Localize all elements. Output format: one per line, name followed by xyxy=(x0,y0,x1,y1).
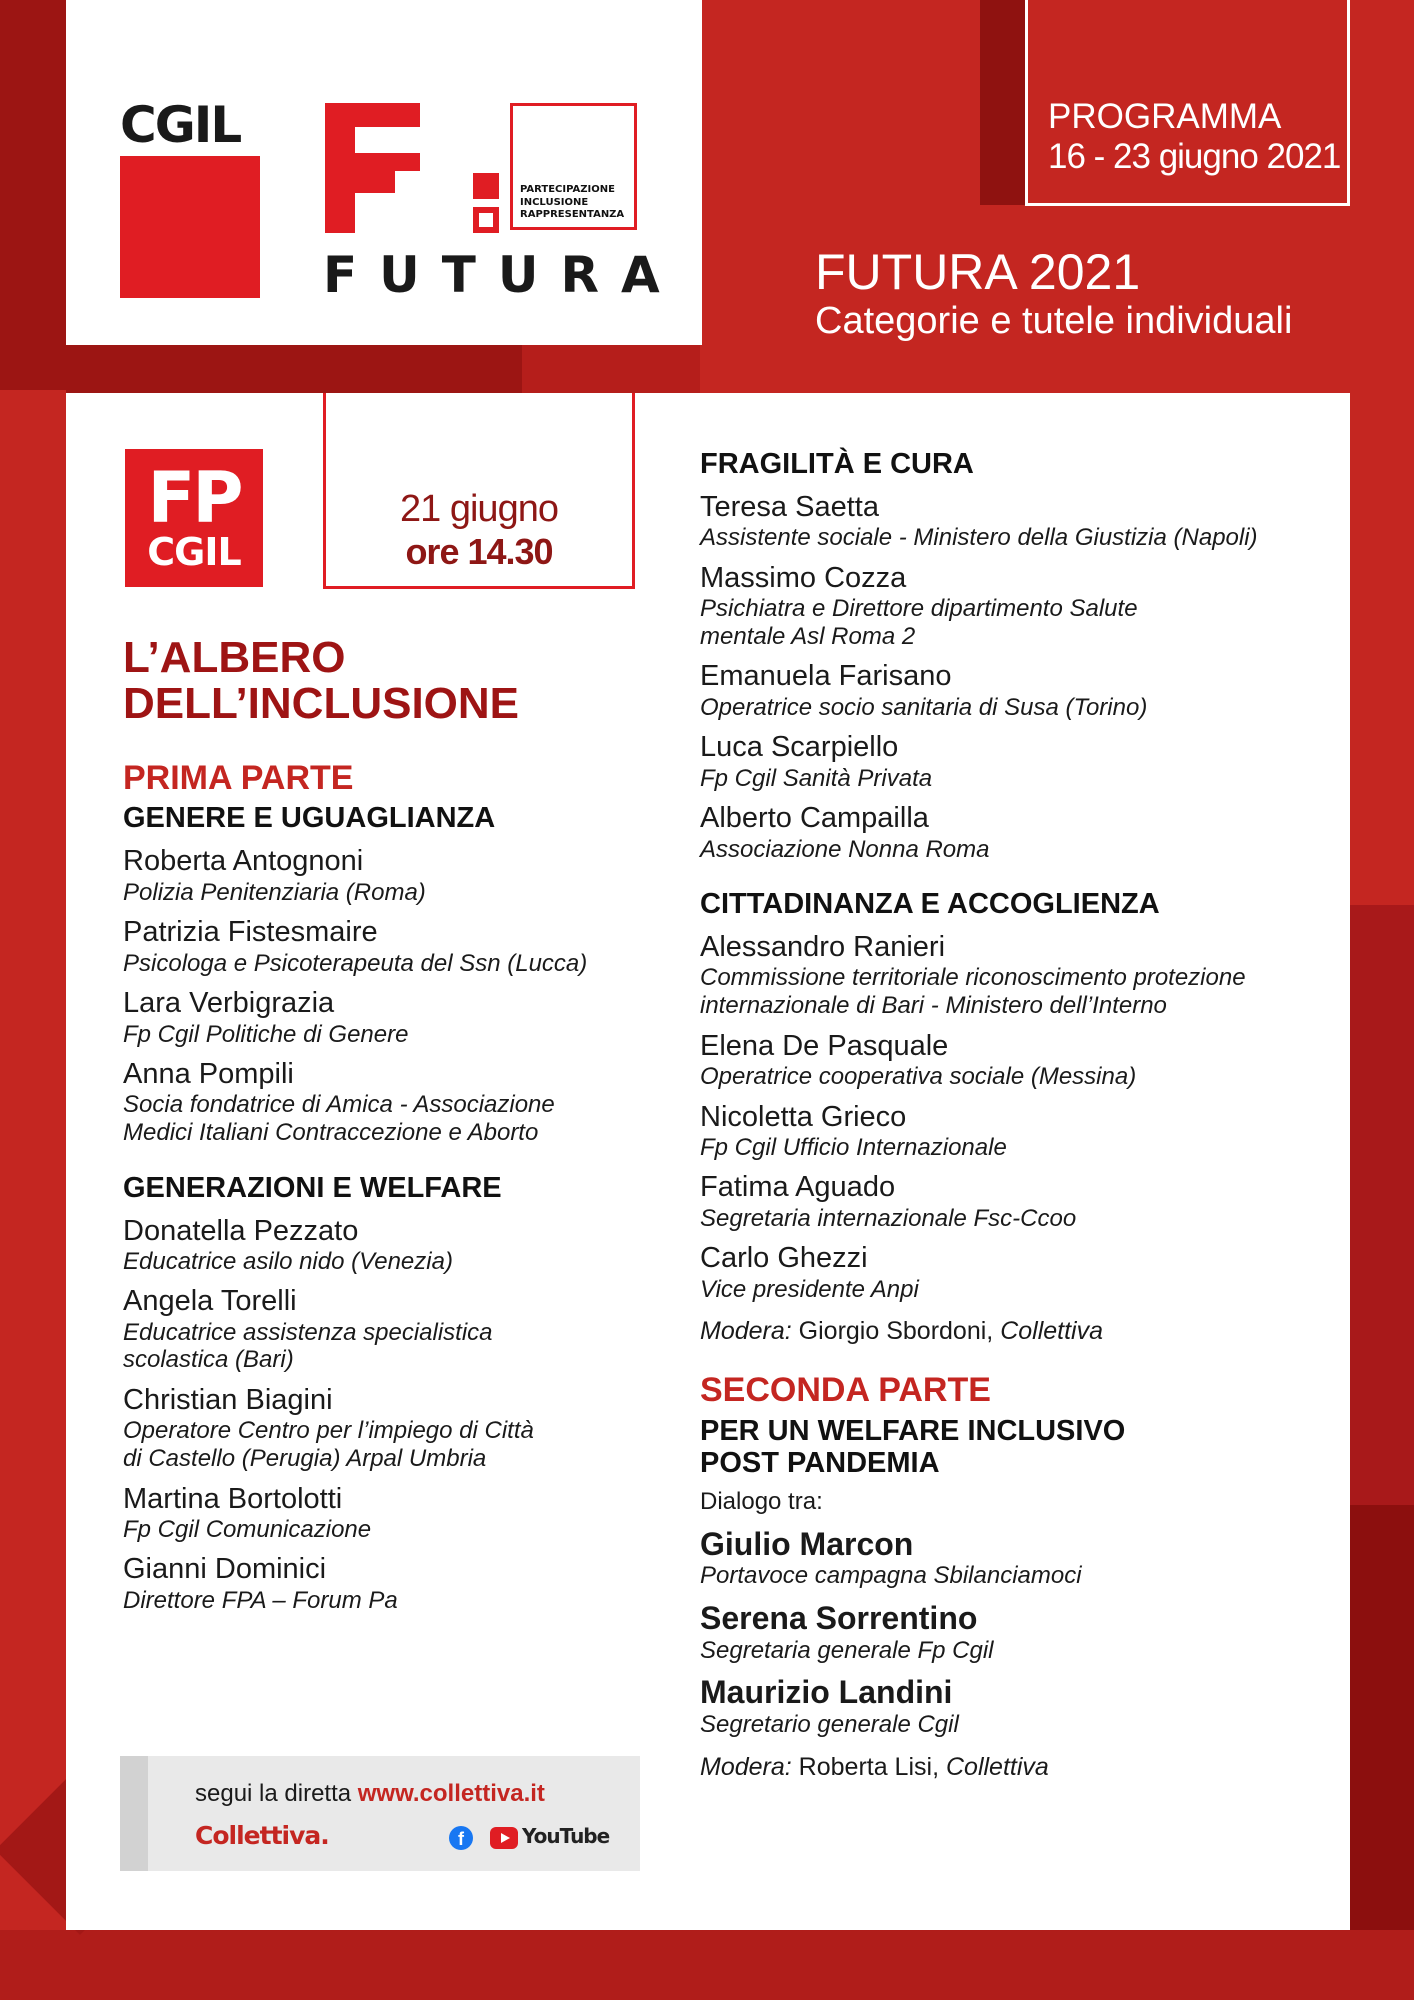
speaker xyxy=(700,1674,1330,1738)
background-shape xyxy=(1350,905,1414,1505)
collettiva-logo: Collettiva. xyxy=(195,1821,329,1850)
speaker xyxy=(700,562,1330,651)
speaker-name: Luca Scarpiello xyxy=(700,731,899,764)
program-label: PROGRAMMA xyxy=(1048,97,1282,136)
section-title: CITTADINANZA E ACCOGLIENZA xyxy=(700,888,1160,921)
speaker-name: Nicoletta Grieco xyxy=(700,1100,907,1133)
event-title-line: L’ALBERO xyxy=(123,633,346,682)
speaker-role: Operatore Centro per l’impiego di Città xyxy=(123,1417,534,1445)
speaker-name: Roberta Antognoni xyxy=(123,845,364,878)
section-title: GENERE E UGUAGLIANZA xyxy=(123,802,496,835)
page-subtitle: Categorie e tutele individuali xyxy=(815,299,1293,342)
speaker xyxy=(700,731,1330,792)
speaker xyxy=(123,845,683,906)
collettiva-link[interactable]: www.collettiva.it xyxy=(357,1780,545,1807)
event-date: 21 giugno xyxy=(400,488,558,530)
speaker-role: Medici Italiani Contraccezione e Aborto xyxy=(123,1119,539,1147)
moderator-name: Giorgio Sbordoni, xyxy=(798,1317,994,1346)
speaker-role: scolastica (Bari) xyxy=(123,1346,294,1374)
program-box xyxy=(1025,0,1350,206)
speaker-name: Serena Sorrentino xyxy=(700,1599,978,1636)
speaker-role: Commissione territoriale riconoscimento protezione xyxy=(700,964,1246,992)
speaker xyxy=(123,1483,683,1544)
event-time: ore 14.30 xyxy=(405,530,553,572)
speaker-name: Carlo Ghezzi xyxy=(700,1242,868,1275)
moderator-label: Modera: xyxy=(700,1752,792,1781)
speaker xyxy=(700,1526,1330,1590)
speaker-role: Direttore FPA – Forum Pa xyxy=(123,1586,398,1614)
speaker xyxy=(700,660,1330,721)
speaker-role: di Castello (Perugia) Arpal Umbria xyxy=(123,1444,487,1472)
background-shape xyxy=(980,0,1025,205)
speaker xyxy=(700,802,1330,863)
fp-cgil-logo xyxy=(125,449,263,587)
speaker-name: Martina Bortolotti xyxy=(123,1482,343,1515)
speaker xyxy=(123,916,683,977)
speaker-role: Portavoce campagna Sbilanciamoci xyxy=(700,1562,1082,1590)
speaker-role: Educatrice assistenza specialistica xyxy=(123,1318,493,1346)
speaker xyxy=(123,1553,683,1614)
speaker-role: Segretaria internazionale Fsc-Ccoo xyxy=(700,1204,1077,1232)
speaker xyxy=(123,1285,683,1374)
speaker-name: Maurizio Landini xyxy=(700,1674,953,1711)
moderator-line xyxy=(700,1317,1330,1346)
cgil-logo-square xyxy=(120,156,260,298)
speaker xyxy=(123,1215,683,1276)
speaker-role: Vice presidente Anpi xyxy=(700,1275,919,1303)
futura-tagline-box xyxy=(510,103,637,230)
cgil-logo-text: CGIL xyxy=(120,96,241,154)
moderator-label: Modera: xyxy=(700,1317,792,1346)
section-generazioni xyxy=(123,1173,683,1615)
speaker-name: Massimo Cozza xyxy=(700,561,907,594)
speaker-name: Lara Verbigrazia xyxy=(123,987,335,1020)
futura-logo xyxy=(323,103,682,304)
moderator-org: Collettiva xyxy=(1000,1317,1104,1346)
speaker-name: Teresa Saetta xyxy=(700,490,879,523)
speaker-name: Angela Torelli xyxy=(123,1285,297,1318)
part-heading: PRIMA PARTE xyxy=(123,759,354,797)
speaker-role: Educatrice asilo nido (Venezia) xyxy=(123,1247,453,1275)
youtube-label[interactable]: YouTube xyxy=(522,1824,610,1848)
speaker-role: Socia fondatrice di Amica - Associazione xyxy=(123,1091,555,1119)
section-genere xyxy=(123,803,683,1146)
speaker xyxy=(700,1171,1330,1232)
speaker-name: Gianni Dominici xyxy=(123,1553,327,1586)
event-datetime-box xyxy=(323,393,635,589)
futura-tagline-line: PARTECIPAZIONE xyxy=(520,184,615,195)
speaker-name: Patrizia Fistesmaire xyxy=(123,916,378,949)
section-title: GENERAZIONI E WELFARE xyxy=(123,1171,502,1204)
speaker-role: Assistente sociale - Ministero della Giustizia (Napoli) xyxy=(700,524,1258,552)
section-title: FRAGILITÀ E CURA xyxy=(700,448,974,480)
background-shape xyxy=(0,1930,1414,2000)
program-left-column xyxy=(123,760,683,1640)
speaker xyxy=(700,1030,1330,1091)
speaker-role: Segretario generale Cgil xyxy=(700,1711,959,1739)
event-title-line: DELL’INCLUSIONE xyxy=(123,678,520,728)
speaker-name: Giulio Marcon xyxy=(700,1525,914,1562)
background-shape xyxy=(0,0,66,390)
speaker-name: Elena De Pasquale xyxy=(700,1029,949,1062)
moderator-name: Roberta Lisi, xyxy=(798,1752,940,1781)
fp-logo-text: FP xyxy=(147,457,241,539)
speaker xyxy=(123,1058,683,1147)
header-title-area xyxy=(815,246,1292,344)
speaker-name: Donatella Pezzato xyxy=(123,1214,359,1247)
speaker-name: Anna Pompili xyxy=(123,1058,294,1091)
livestream-label: segui la diretta xyxy=(195,1780,352,1807)
section-cittadinanza xyxy=(700,889,1330,1346)
section-seconda-parte xyxy=(700,1372,1330,1781)
cgil-logo xyxy=(120,96,262,298)
speaker xyxy=(700,1242,1330,1303)
livestream-box xyxy=(120,1756,640,1871)
speaker-name: Fatima Aguado xyxy=(700,1171,896,1204)
facebook-icon[interactable]: f xyxy=(449,1826,473,1850)
page-title: FUTURA 2021 xyxy=(815,244,1141,300)
section-title: POST PANDEMIA xyxy=(700,1446,940,1479)
speaker xyxy=(700,931,1330,1020)
futura-tagline-line: RAPPRESENTANZA xyxy=(520,209,625,220)
speaker-role: Fp Cgil Ufficio Internazionale xyxy=(700,1133,1007,1161)
program-right-column xyxy=(700,443,1330,1808)
moderator-line xyxy=(700,1753,1330,1782)
speaker xyxy=(700,1101,1330,1162)
speaker-role: Polizia Penitenziaria (Roma) xyxy=(123,878,426,906)
speaker-name: Emanuela Farisano xyxy=(700,660,952,693)
speaker-role: Segretaria generale Fp Cgil xyxy=(700,1636,994,1664)
speaker-role: Fp Cgil Politiche di Genere xyxy=(123,1020,409,1048)
futura-tagline-line: INCLUSIONE xyxy=(520,196,589,208)
speaker xyxy=(123,1384,683,1473)
speaker xyxy=(700,1600,1330,1664)
program-dates: 16 - 23 giugno 2021 xyxy=(1048,136,1341,176)
speaker-role: Operatrice socio sanitaria di Susa (Torino) xyxy=(700,693,1148,721)
speaker-name: Alessandro Ranieri xyxy=(700,931,946,964)
speaker-role: Fp Cgil Sanità Privata xyxy=(700,764,933,792)
speaker-role: Operatrice cooperativa sociale (Messina) xyxy=(700,1062,1137,1090)
part-heading: SECONDA PARTE xyxy=(700,1371,991,1410)
background-shape xyxy=(522,345,700,393)
speaker-name: Christian Biagini xyxy=(123,1383,333,1416)
speaker-role: Fp Cgil Comunicazione xyxy=(123,1515,372,1543)
speaker-role: Associazione Nonna Roma xyxy=(700,835,990,863)
futura-wordmark: FUTURA xyxy=(323,246,682,304)
livestream-text xyxy=(195,1780,545,1808)
dialog-label: Dialogo tra: xyxy=(700,1487,823,1515)
speaker xyxy=(123,987,683,1048)
futura-f-mark xyxy=(325,103,485,233)
speaker-role: mentale Asl Roma 2 xyxy=(700,622,916,650)
speaker-role: Psicologa e Psicoterapeuta del Ssn (Lucca) xyxy=(123,949,588,977)
event-title xyxy=(123,635,519,727)
speaker xyxy=(700,491,1330,552)
section-title: PER UN WELFARE INCLUSIVO xyxy=(700,1414,1126,1447)
background-shape xyxy=(66,345,522,393)
speaker-role: Psichiatra e Direttore dipartimento Salute xyxy=(700,595,1138,623)
youtube-icon[interactable] xyxy=(490,1827,518,1849)
moderator-org: Collettiva xyxy=(945,1752,1049,1781)
fp-logo-subtext: CGIL xyxy=(147,530,241,574)
section-fragilita xyxy=(700,449,1330,863)
background-shape xyxy=(1350,1505,1414,2000)
speaker-role: internazionale di Bari - Ministero dell’Interno xyxy=(700,992,1167,1019)
speaker-name: Alberto Campailla xyxy=(700,802,929,835)
